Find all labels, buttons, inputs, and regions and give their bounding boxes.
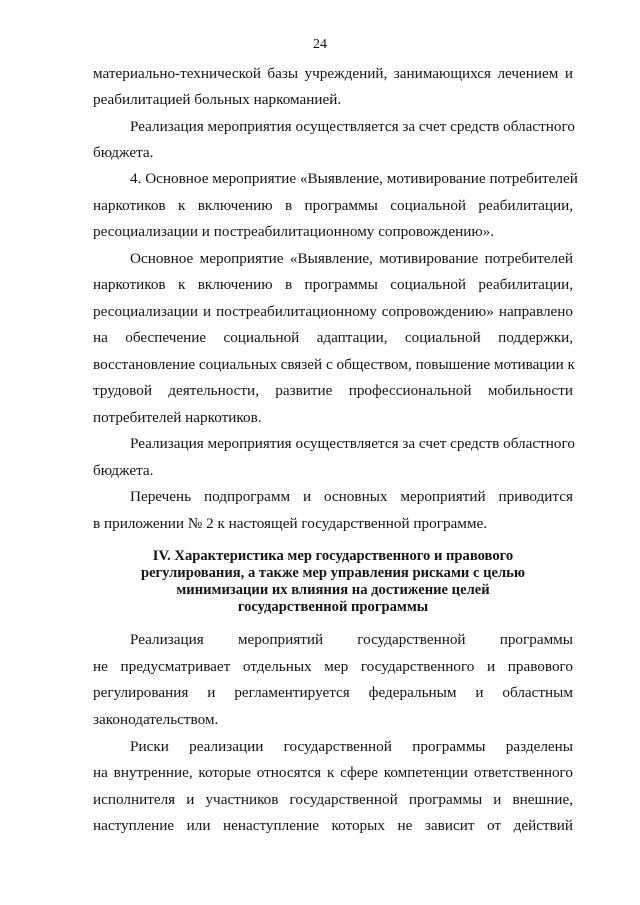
- text-line: наступление или ненаступление которых не зависит от действий: [93, 817, 573, 834]
- text-line: Реализация мероприятия осуществляется за счет средств областного: [130, 118, 575, 135]
- text-line: Риски реализации государственной программы разделены: [130, 738, 573, 755]
- heading-line: IV. Характеристика мер государственного и правового: [152, 548, 514, 564]
- text-line: реабилитацией больных наркоманией.: [93, 91, 342, 108]
- text-line: Основное мероприятие «Выявление, мотивирование потребителей: [130, 250, 573, 267]
- heading-line: минимизации их влияния на достижение целей: [176, 582, 490, 598]
- text-line: 4. Основное мероприятие «Выявление, мотивирование потребителей: [130, 170, 578, 187]
- text-line: Перечень подпрограмм и основных мероприятий приводится: [130, 488, 573, 505]
- text-line: Реализация мероприятия осуществляется за счет средств областного: [130, 435, 575, 452]
- heading-line: государственной программы: [237, 599, 429, 615]
- text-line: на внутренние, которые относятся к сфере компетенции ответственного: [93, 764, 573, 781]
- text-line: материально-технической базы учреждений, занимающихся лечением и: [93, 65, 573, 82]
- text-line: Реализация мероприятий государственной программы: [130, 631, 573, 648]
- text-line: бюджета.: [93, 462, 154, 479]
- text-line: наркотиков к включению в программы социальной реабилитации,: [93, 197, 573, 214]
- text-line: исполнителя и участников государственной программы и внешние,: [93, 791, 573, 808]
- text-line: регулирования и регламентируется федеральным и областным: [93, 684, 573, 701]
- text-line: наркотиков к включению в программы социальной реабилитации,: [93, 276, 573, 293]
- heading-line: регулирования, а также мер управления рисками с целью: [140, 565, 526, 581]
- text-line: в приложении № 2 к настоящей государственной программе.: [93, 515, 488, 532]
- text-line: не предусматривает отдельных мер государственного и правового: [93, 658, 573, 675]
- text-line: восстановление социальных связей с обществом, повышение мотивации к: [93, 356, 575, 373]
- text-line: трудовой деятельности, развитие профессиональной мобильности: [93, 382, 573, 399]
- text-line: на обеспечение социальной адаптации, социальной поддержки,: [93, 329, 573, 346]
- text-line: ресоциализации и постреабилитационному сопровождению» направлено: [93, 303, 573, 320]
- page-number: 24: [313, 37, 327, 52]
- text-line: бюджета.: [93, 144, 154, 161]
- text-line: законодательством.: [93, 711, 219, 728]
- text-line: ресоциализации и постреабилитационному сопровождению».: [93, 223, 495, 240]
- text-line: потребителей наркотиков.: [93, 409, 262, 426]
